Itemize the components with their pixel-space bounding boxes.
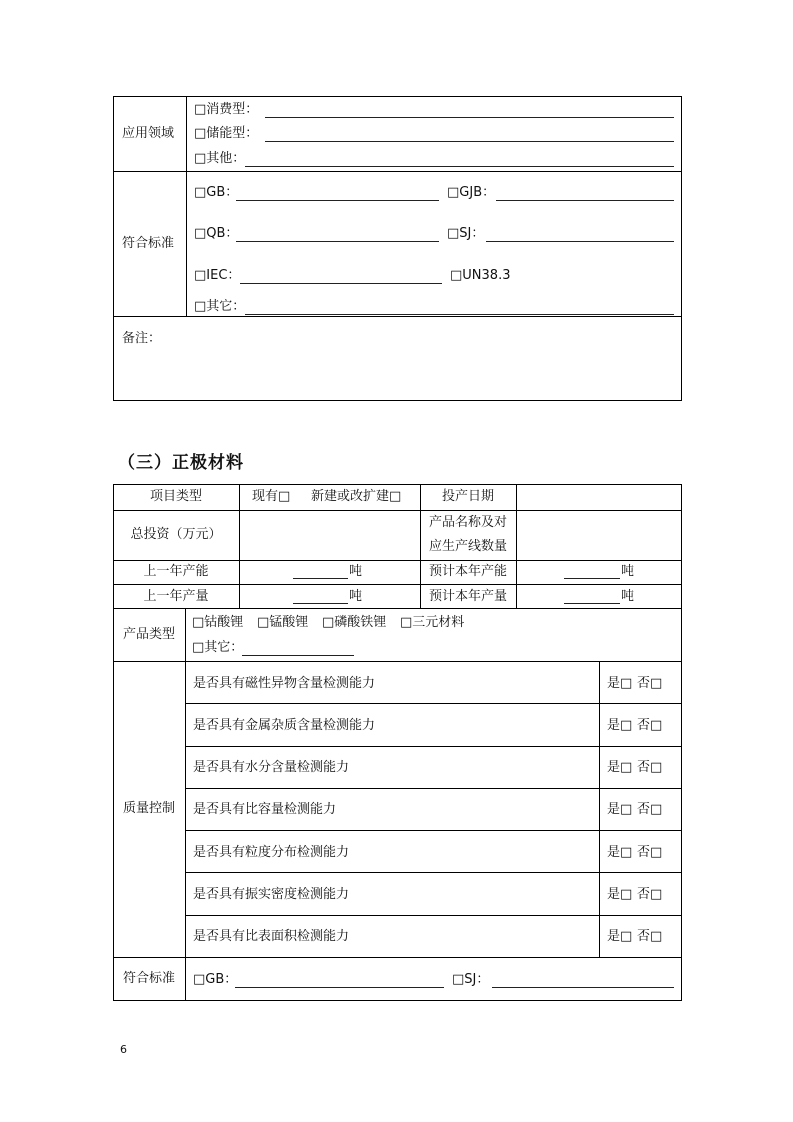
standard-un383[interactable]: □UN38.3 — [450, 268, 511, 283]
quality-answer-divider — [599, 661, 600, 957]
quality-yes[interactable]: 是□ — [607, 887, 633, 902]
quality-row-divider — [185, 703, 682, 704]
application-storage-field[interactable] — [265, 141, 674, 142]
quality-no[interactable]: 否□ — [637, 929, 663, 944]
table2-row-divider — [113, 510, 682, 511]
quality-item: 是否具有水分含量检测能力 — [193, 760, 350, 775]
quality-no[interactable]: 否□ — [637, 887, 663, 902]
table1-top-border — [113, 96, 682, 97]
quality-yes[interactable]: 是□ — [607, 718, 633, 733]
standard-gjb-field[interactable] — [496, 200, 674, 201]
product-lines-label-line1: 产品名称及对 — [428, 515, 507, 530]
quality-no[interactable]: 否□ — [637, 676, 663, 691]
standards-label: 符合标准 — [122, 236, 175, 251]
application-consumer-field[interactable] — [265, 117, 674, 118]
quality-no[interactable]: 否□ — [637, 718, 663, 733]
product-type-lfp[interactable]: □磷酸铁锂 — [322, 615, 387, 630]
quality-item: 是否具有磁性异物含量检测能力 — [193, 676, 376, 691]
quality-yes[interactable]: 是□ — [607, 802, 633, 817]
standard2-gb[interactable]: □GB： — [193, 972, 238, 987]
standard-qb-field[interactable] — [236, 241, 439, 242]
quality-item: 是否具有金属杂质含量检测能力 — [193, 718, 376, 733]
standard-gb-field[interactable] — [236, 200, 439, 201]
output-field[interactable] — [293, 603, 348, 604]
table2-row-divider — [113, 608, 682, 609]
table2-col-divider — [185, 608, 186, 1001]
quality-row-divider — [185, 788, 682, 789]
table1-col-divider — [186, 96, 187, 316]
planned-capacity-unit: 吨 — [621, 564, 635, 579]
standard-iec[interactable]: □IEC： — [194, 268, 241, 283]
standard-other-field[interactable] — [245, 314, 674, 315]
table2-top-border — [113, 484, 682, 485]
quality-no[interactable]: 否□ — [637, 845, 663, 860]
standard-sj-field[interactable] — [486, 241, 674, 242]
table1-bottom-border — [113, 400, 682, 401]
remarks-label: 备注： — [122, 331, 162, 346]
standard-gjb[interactable]: □GJB： — [447, 185, 496, 200]
quality-row-divider — [185, 746, 682, 747]
standard-qb[interactable]: □QB： — [194, 226, 239, 241]
standard-sj[interactable]: □SJ： — [447, 226, 485, 241]
capacity-field[interactable] — [293, 578, 348, 579]
quality-yes[interactable]: 是□ — [607, 845, 633, 860]
section-title: （三）正极材料 — [118, 453, 244, 473]
quality-item: 是否具有粒度分布检测能力 — [193, 845, 350, 860]
standard2-sj-field[interactable] — [492, 987, 674, 988]
standard-iec-field[interactable] — [240, 283, 442, 284]
quality-row-divider — [185, 872, 682, 873]
application-option-storage[interactable]: □储能型： — [194, 126, 259, 141]
planned-capacity-field[interactable] — [564, 578, 620, 579]
application-other-field[interactable] — [245, 166, 674, 167]
product-type-lmo[interactable]: □锰酸锂 — [257, 615, 309, 630]
table2-left-border — [113, 484, 114, 1001]
output-unit: 吨 — [349, 589, 363, 604]
table1-right-border — [681, 96, 682, 401]
project-type-label: 项目类型 — [149, 489, 202, 504]
table2-row-divider — [113, 661, 682, 662]
standard-other[interactable]: □其它： — [194, 299, 246, 314]
capacity-unit: 吨 — [349, 564, 363, 579]
product-type-lco[interactable]: □钴酸锂 — [192, 615, 244, 630]
quality-control-label: 质量控制 — [122, 801, 175, 816]
standards2-label: 符合标准 — [122, 971, 175, 986]
quality-no[interactable]: 否□ — [637, 802, 663, 817]
quality-yes[interactable]: 是□ — [607, 929, 633, 944]
product-type-label: 产品类型 — [122, 627, 175, 642]
capacity-label: 上一年产能 — [143, 564, 209, 579]
quality-no[interactable]: 否□ — [637, 760, 663, 775]
table2-col-divider — [239, 484, 240, 608]
project-type-existing[interactable]: 现有□ — [252, 489, 291, 504]
planned-output-unit: 吨 — [621, 589, 635, 604]
planned-capacity-label: 预计本年产能 — [428, 564, 507, 579]
product-lines-label-line2: 应生产线数量 — [428, 539, 507, 554]
table2-row-divider — [113, 584, 682, 585]
output-label: 上一年产量 — [143, 589, 209, 604]
standard2-gb-field[interactable] — [235, 987, 444, 988]
quality-yes[interactable]: 是□ — [607, 760, 633, 775]
quality-item: 是否具有比表面积检测能力 — [193, 929, 350, 944]
standard-gb[interactable]: □GB： — [194, 185, 239, 200]
planned-output-label: 预计本年产量 — [428, 589, 507, 604]
quality-row-divider — [185, 830, 682, 831]
quality-item: 是否具有比容量检测能力 — [193, 802, 337, 817]
product-type-other-field[interactable] — [242, 655, 354, 656]
table1-row-divider — [113, 316, 682, 317]
production-date-label: 投产日期 — [441, 489, 494, 504]
project-type-new[interactable]: 新建或改扩建□ — [311, 489, 402, 504]
table1-row-divider — [113, 171, 682, 172]
table2-row-divider — [113, 957, 682, 958]
investment-label: 总投资（万元） — [130, 527, 222, 542]
table2-col-divider — [516, 484, 517, 608]
page-number: 6 — [120, 1043, 127, 1056]
product-type-ternary[interactable]: □三元材料 — [400, 615, 465, 630]
standard2-sj[interactable]: □SJ： — [452, 972, 490, 987]
quality-yes[interactable]: 是□ — [607, 676, 633, 691]
table1-left-border — [113, 96, 114, 401]
application-option-consumer[interactable]: □消费型： — [194, 102, 259, 117]
application-option-other[interactable]: □其他： — [194, 151, 246, 166]
table2-row-divider — [113, 560, 682, 561]
table2-bottom-border — [113, 1000, 682, 1001]
application-label: 应用领域 — [122, 126, 175, 141]
planned-output-field[interactable] — [564, 603, 620, 604]
product-type-other[interactable]: □其它： — [192, 640, 244, 655]
table2-right-border — [681, 484, 682, 1001]
quality-row-divider — [185, 915, 682, 916]
quality-item: 是否具有振实密度检测能力 — [193, 887, 350, 902]
